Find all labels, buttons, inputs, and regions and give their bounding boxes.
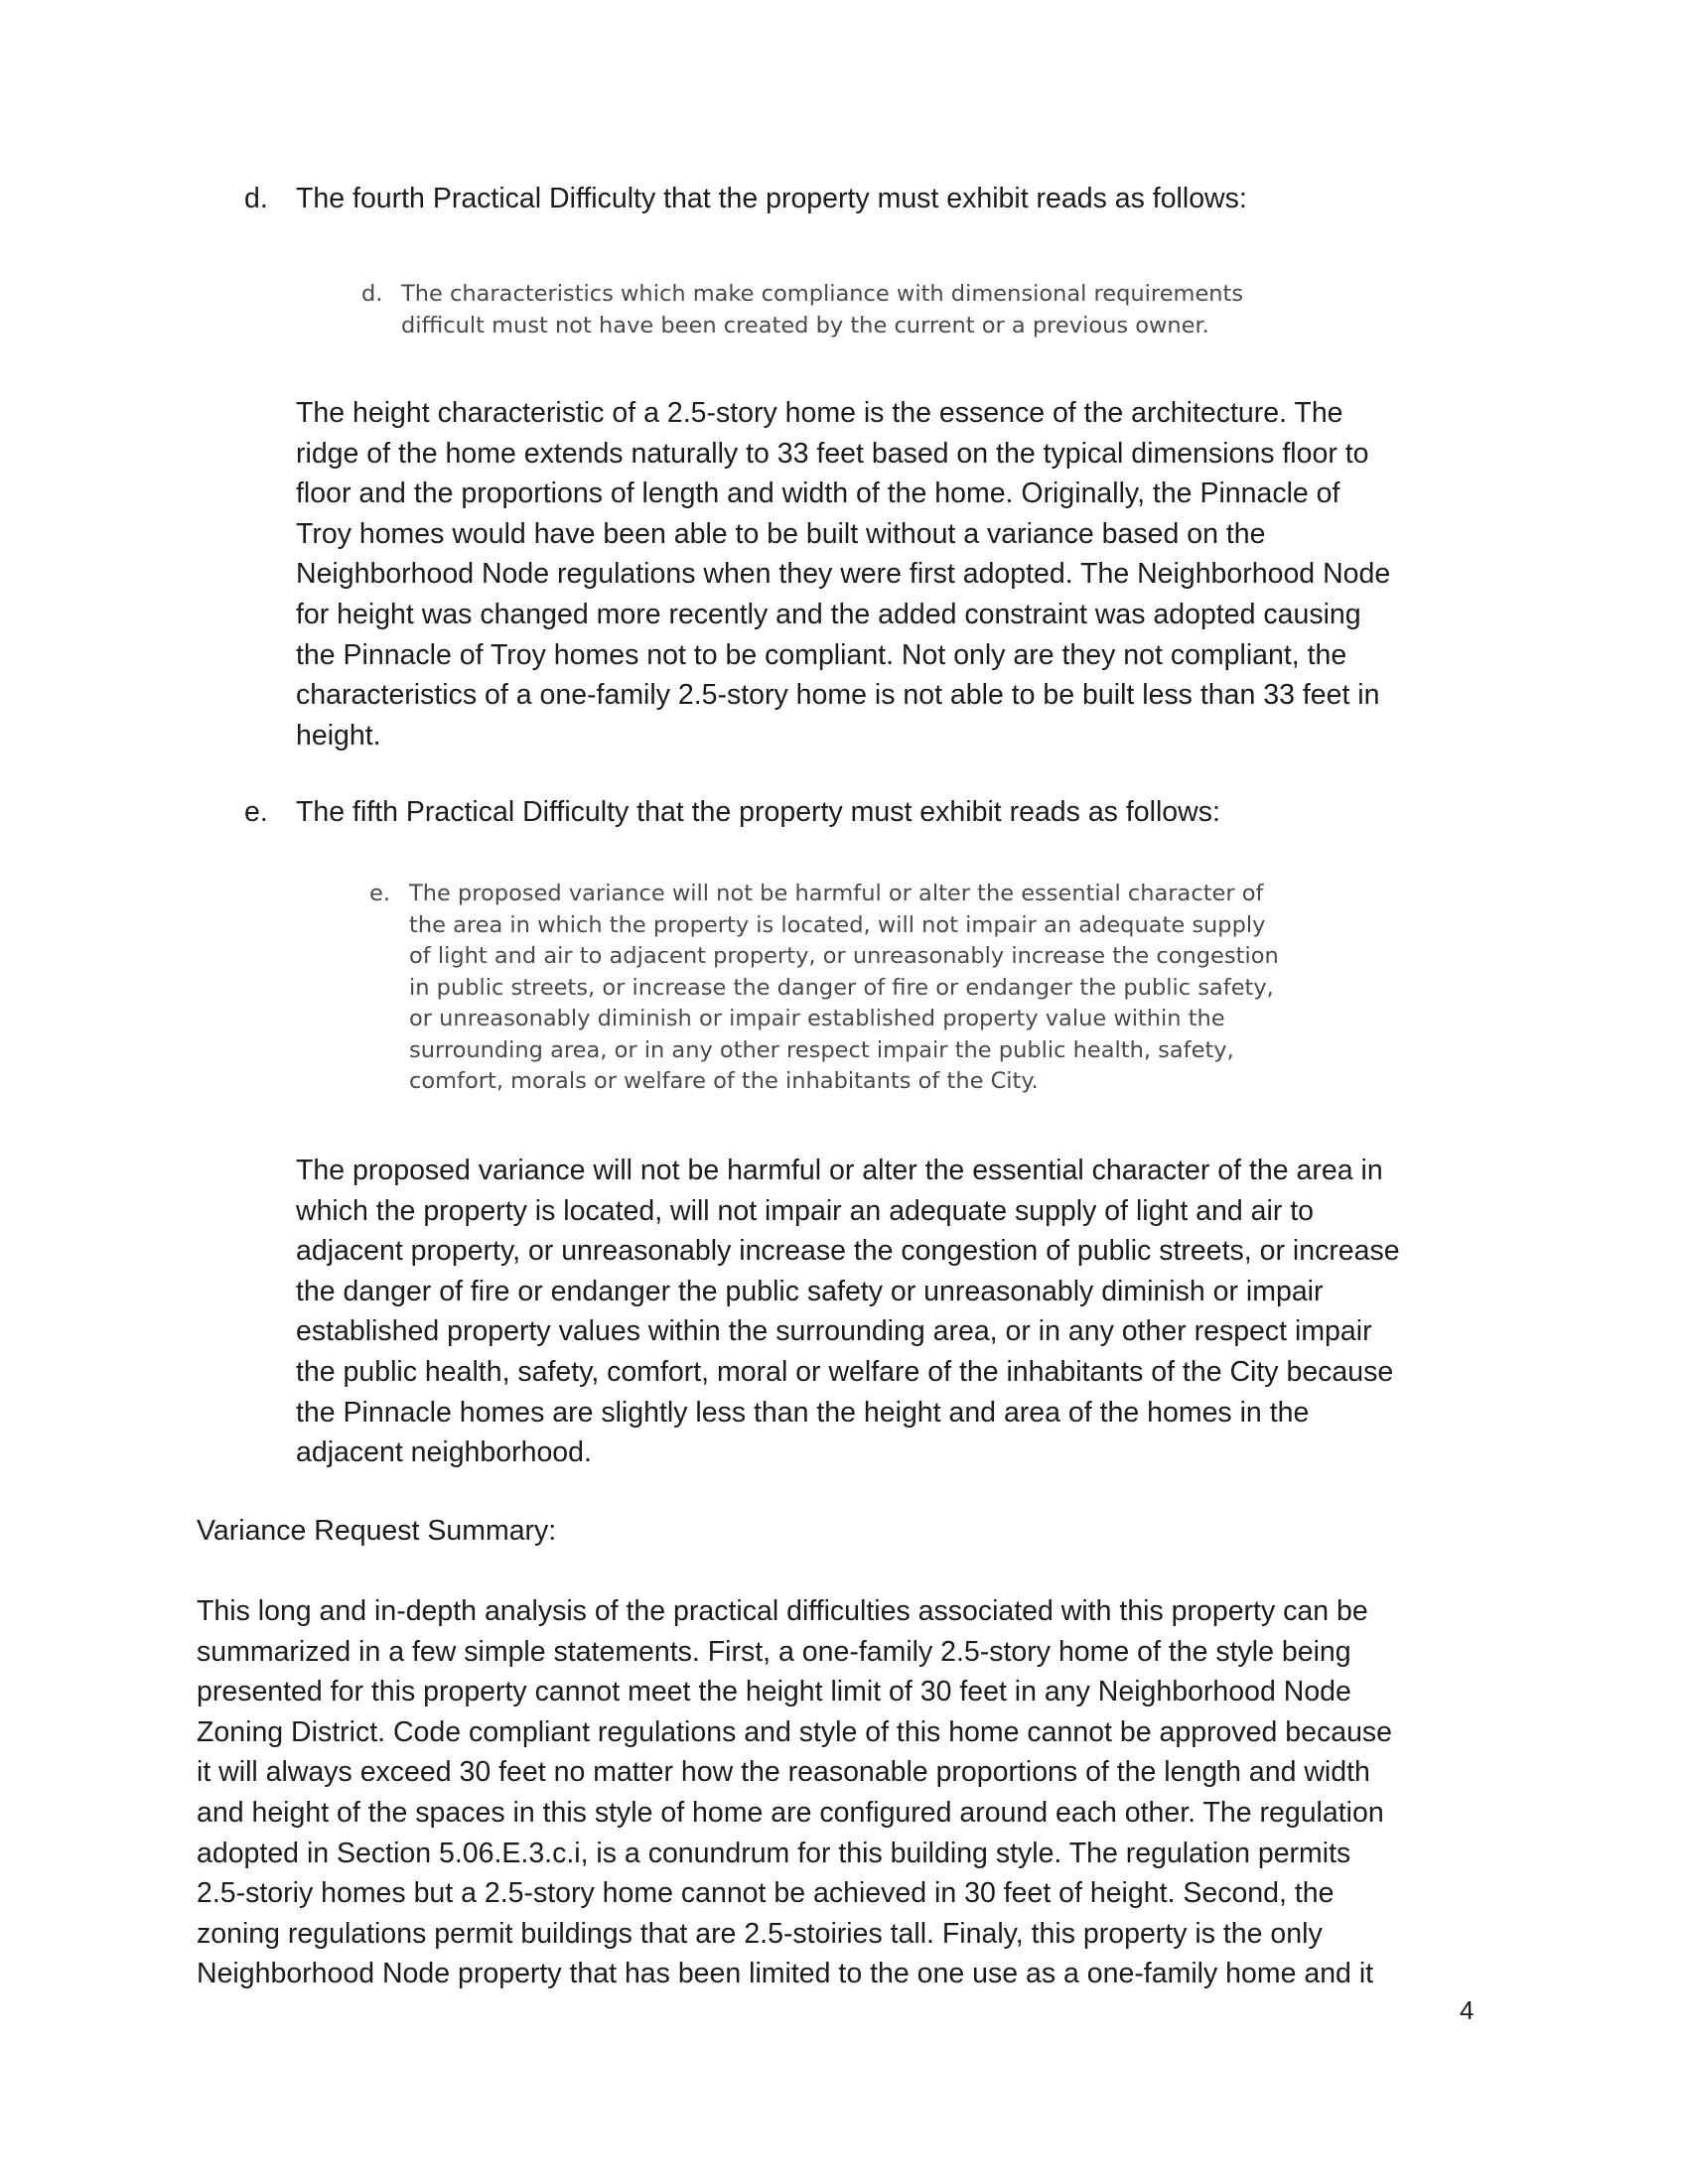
paragraph-line: for height was changed more recently and the added constraint was adopted causing	[296, 598, 1361, 630]
paragraph-line: zoning regulations permit buildings that are 2.5-stoiries tall. Finaly, this property is the only	[197, 1917, 1323, 1950]
quote-line: or unreasonably diminish or impair established property value within the	[409, 1006, 1225, 1031]
item-d-quote-lines	[401, 279, 1243, 341]
page-number: 4	[1460, 1995, 1475, 2025]
paragraph-line: Troy homes would have been able to be built without a variance based on the	[296, 517, 1266, 550]
item-e-quote-letter: e.	[369, 881, 390, 906]
paragraph-line: the Pinnacle of Troy homes not to be compliant. Not only are they not compliant, the	[296, 638, 1347, 671]
quote-line: surrounding area, or in any other respect impair the public health, safety,	[409, 1036, 1234, 1063]
item-d-intro-text: The fourth Practical Difficulty that the property must exhibit reads as follows:	[296, 183, 1247, 214]
item-d-quote-letter: d.	[361, 281, 383, 307]
paragraph-line: adopted in Section 5.06.E.3.c.i, is a conundrum for this building style. The regulation permits	[197, 1837, 1351, 1869]
quote-line: The proposed variance will not be harmful or alter the essential character of	[409, 881, 1264, 906]
paragraph-line: This long and in-depth analysis of the practical difficulties associated with this property can be	[197, 1595, 1368, 1627]
paragraph-line: summarized in a few simple statements. First, a one-family 2.5-story home of the style being	[197, 1635, 1351, 1668]
item-e-letter: e.	[244, 796, 268, 828]
summary-paragraph	[197, 1591, 1487, 1994]
quote-line: comfort, morals or welfare of the inhabitants of the City.	[409, 1068, 1039, 1094]
paragraph-line: adjacent neighborhood.	[296, 1436, 592, 1469]
quote-line: The characteristics which make compliance with dimensional requirements	[401, 281, 1244, 307]
paragraph-line: floor and the proportions of length and width of the home. Originally, the Pinnacle of	[296, 478, 1340, 510]
item-d-response-paragraph	[296, 393, 1487, 755]
item-d-letter: d.	[244, 183, 268, 214]
item-e-intro-row	[244, 792, 1436, 834]
paragraph-line: the danger of fire or endanger the public safety or unreasonably diminish or impair	[296, 1275, 1324, 1307]
item-e-ordinance-quote	[369, 879, 1362, 1107]
paragraph-line: and height of the spaces in this style of home are configured around each other. The regulation	[197, 1796, 1384, 1829]
paragraph-line: the Pinnacle homes are slightly less than the height and area of the homes in the	[296, 1396, 1310, 1429]
paragraph-line: established property values within the surrounding area, or in any other respect impair	[296, 1315, 1372, 1348]
paragraph-line: The proposed variance will not be harmful or alter the essential character of the area in	[296, 1155, 1383, 1186]
quote-line: of light and air to adjacent property, or unreasonably increase the congestion	[409, 943, 1279, 969]
item-e-response-paragraph	[296, 1151, 1487, 1473]
paragraph-line: characteristics of a one-family 2.5-story home is not able to be built less than 33 feet in	[296, 679, 1380, 712]
paragraph-line: height.	[296, 719, 381, 751]
paragraph-line: ridge of the home extends naturally to 33 feet based on the typical dimensions floor to	[296, 437, 1369, 470]
item-e-intro-text: The fifth Practical Difficulty that the property must exhibit reads as follows:	[296, 796, 1220, 828]
item-e-quote-lines	[409, 879, 1279, 1098]
paragraph-line: Neighborhood Node property that has been limited to the one use as a one-family home and it	[197, 1958, 1374, 1990]
quote-line: difficult must not have been created by the current or a previous owner.	[401, 312, 1209, 339]
quote-line: in public streets, or increase the danger of fire or endanger the public safety,	[409, 974, 1274, 1001]
paragraph-line: The height characteristic of a 2.5-story home is the essence of the architecture. The	[296, 397, 1343, 429]
paragraph-line: which the property is located, will not impair an adequate supply of light and air to	[296, 1194, 1314, 1227]
paragraph-line: Zoning District. Code compliant regulations and style of this home cannot be approved because	[197, 1715, 1393, 1748]
item-d-ordinance-quote	[361, 279, 1354, 348]
item-d-intro-row	[244, 179, 1436, 220]
summary-heading-text: Variance Request Summary:	[197, 1515, 557, 1547]
quote-line: the area in which the property is located, will not impair an adequate supply	[409, 911, 1266, 938]
paragraph-line: adjacent property, or unreasonably increase the congestion of public streets, or increase	[296, 1235, 1400, 1268]
summary-heading	[197, 1511, 1388, 1552]
paragraph-line: Neighborhood Node regulations when they were first adopted. The Neighborhood Node	[296, 558, 1391, 591]
paragraph-line: 2.5-storiy homes but a 2.5-story home cannot be achieved in 30 feet of height. Second, the	[197, 1877, 1335, 1910]
paragraph-line: it will always exceed 30 feet no matter how the reasonable proportions of the length and width	[197, 1756, 1370, 1789]
paragraph-line: the public health, safety, comfort, moral or welfare of the inhabitants of the City because	[296, 1355, 1394, 1388]
paragraph-line: presented for this property cannot meet the height limit of 30 feet in any Neighborhood Node	[197, 1676, 1351, 1708]
